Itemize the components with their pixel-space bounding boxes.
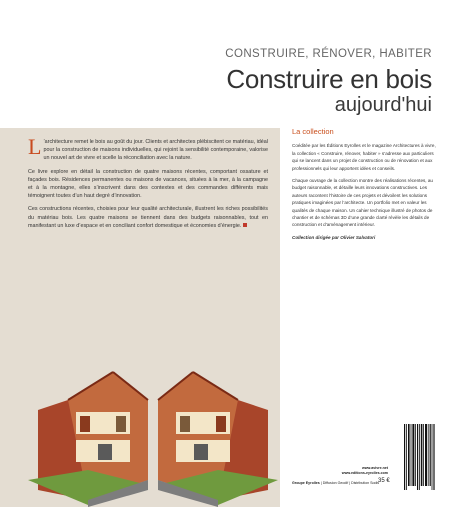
collection-paragraph-2: Chaque ouvrage de la collection montre des réalisations récentes, au budget raisonnable, et détaille leurs innovations constructives. Les auteurs racontent l’histoire de ces projets et dévoilent les solutions pratiques imaginées par l’architecte. Un portfolio met en valeur les qualités de chaque maison. Un cahier technique illustré de photos de chantier et de schémas 3D d’une grande clarté révèle les détails de construction et d’aménagement intérieur. bbox=[292, 178, 433, 228]
header bbox=[0, 0, 450, 128]
price: 35 € bbox=[378, 478, 390, 484]
blurb bbox=[28, 134, 268, 235]
house-section-illustration bbox=[28, 340, 278, 507]
barcode-icon bbox=[392, 420, 440, 495]
distribution-info: | Diffusion Geodif | Distribution Sodis bbox=[319, 481, 380, 485]
publisher-line bbox=[292, 481, 379, 485]
collection-paragraph-1: Coéditée par les Éditions Eyrolles et le magazine Architectures à vivre, la collection « Construire, rénover, habiter » s’adresse aux particuliers qui se lancent dans un projet de construction ou de rénovation et aux professionnels qui leur apportent idées et conseils. bbox=[292, 143, 436, 171]
end-mark-icon bbox=[243, 223, 247, 227]
avivre-url[interactable]: www.avivre.net bbox=[361, 466, 388, 470]
collection-director: Collection dirigée par Olivier Salvatori bbox=[292, 234, 376, 240]
blurb-paragraph-3: Ces constructions récentes, choisies pour leur qualité architecturale, illustrent les riches possibilités du matériau bois. Les quatre maisons se tiennent dans des budgets raisonnables, tout en manifestant un luxe d’espace et en conciliant confort domestique et économies d’énergie. bbox=[28, 206, 268, 229]
website-links bbox=[342, 466, 388, 475]
publisher-name: Groupe Eyrolles bbox=[292, 481, 320, 485]
eyrolles-url[interactable]: www.editions-eyrolles.com bbox=[341, 470, 388, 475]
collection-kicker: CONSTRUIRE, RÉNOVER, HABITER bbox=[225, 48, 432, 60]
book-title: Construire en bois bbox=[226, 64, 432, 94]
blurb-paragraph-1: L ’architecture remet le bois au goût du jour. Clients et architectes plébiscitent ce matériau, idéal pour la construction de maisons individuelles, qui rejoint la sensibilité contemporaine, valorise un nouvel art de vivre et scelle la réconciliation avec la nature. bbox=[28, 134, 268, 162]
collection-column bbox=[292, 128, 440, 246]
book-subtitle: aujourd'hui bbox=[334, 94, 432, 116]
blurb-paragraph-2: Ce livre explore en détail la construction de quatre maisons récentes, comportant ossature et façades bois. Résidences permanentes ou maisons de vacances, situées à la mer, à la campagne et à la montagne, elles s’inscrivent dans des contextes et des commandes différents mais témoignent toutes d’un haut degré d’innovation. bbox=[28, 168, 268, 200]
drop-cap: L bbox=[28, 134, 42, 159]
collection-heading: La collection bbox=[292, 127, 334, 136]
